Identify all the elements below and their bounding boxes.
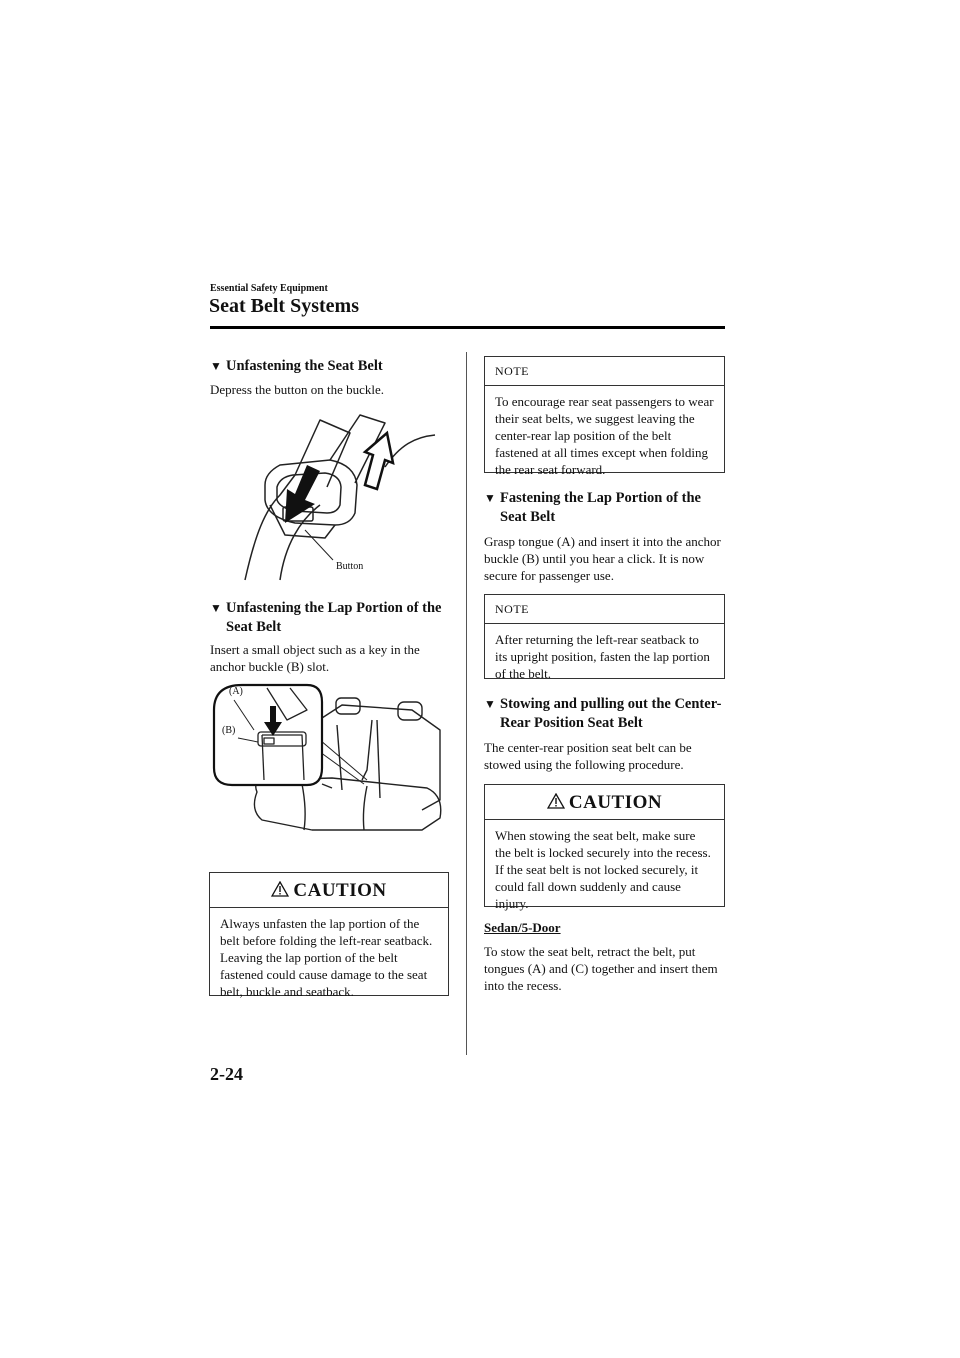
note-text: After returning the left-rear seatback to its upright position, fasten the lap portion of the belt.	[495, 632, 710, 681]
label-a: (A)	[229, 686, 243, 697]
button-label: Button	[336, 561, 364, 572]
caution-box-lap-portion	[209, 872, 449, 999]
label-b: (B)	[222, 725, 236, 736]
note-text: To encourage rear seat passengers to wear their seat belts, we suggest leaving the center-rear lap position of the belt fastened at all times except when folding the rear seat forward.	[495, 394, 714, 477]
paragraph-stowed-procedure: The center-rear position seat belt can be stowed using the following procedure.	[484, 740, 692, 772]
note-box-rear-passengers	[484, 356, 725, 477]
caution-text: When stowing the seat belt, make sure the belt is locked securely into the recess. If the seat belt is not locked securely, it could fall down suddenly and cause injury.	[495, 828, 711, 911]
note-title: NOTE	[485, 595, 724, 624]
caution-title: CAUTION	[293, 880, 387, 901]
caution-header	[210, 873, 448, 908]
section-label: Essential Safety Equipment	[210, 283, 328, 294]
heading-unfastening-seat-belt	[210, 357, 450, 376]
note-box-upright-position	[484, 594, 725, 679]
paragraph-depress-button: Depress the button on the buckle.	[210, 382, 385, 397]
triangle-down-icon: ▼	[484, 697, 496, 711]
triangle-down-icon: ▼	[210, 359, 222, 373]
title-rule	[210, 326, 725, 329]
page-title: Seat Belt Systems	[209, 295, 359, 317]
triangle-down-icon: ▼	[210, 601, 222, 615]
paragraph-insert-object: Insert a small object such as a key in the anchor buckle (B) slot.	[210, 642, 420, 674]
heading-text: Stowing and pulling out the Center-Rear Position Seat Belt	[500, 696, 722, 731]
note-title: NOTE	[485, 357, 724, 386]
column-divider	[466, 352, 467, 1055]
caution-box-stowing	[484, 784, 725, 911]
paragraph-stow-seat-belt: To stow the seat belt, retract the belt, put tongues (A) and (C) together and insert them into the recess.	[484, 944, 718, 993]
heading-text: Unfastening the Lap Portion of the Seat Belt	[226, 600, 442, 635]
caution-header	[485, 785, 724, 820]
warning-triangle-icon	[271, 881, 289, 897]
paragraph-grasp-tongue: Grasp tongue (A) and insert it into the anchor buckle (B) until you hear a click. It is now secure for passenger use.	[484, 534, 721, 583]
buckle-illustration	[225, 405, 440, 585]
heading-text: Unfastening the Seat Belt	[226, 358, 383, 374]
heading-fastening-lap-portion	[484, 489, 725, 527]
heading-text: Fastening the Lap Portion of the Seat Belt	[500, 490, 701, 525]
caution-title: CAUTION	[568, 792, 663, 813]
triangle-down-icon: ▼	[484, 491, 496, 505]
heading-stowing-center-rear	[484, 695, 725, 733]
page-number: 2-24	[210, 1064, 243, 1084]
subheading-sedan-5-door: Sedan/5-Door	[484, 920, 561, 935]
rear-seat-illustration	[212, 680, 450, 840]
heading-unfastening-lap-portion	[210, 599, 450, 637]
warning-triangle-icon	[547, 793, 565, 809]
caution-text: Always unfasten the lap portion of the belt before folding the left-rear seatback. Leaving the lap portion of the belt fastened could cause damage to the seat belt, buckle and seatback.	[220, 916, 433, 999]
